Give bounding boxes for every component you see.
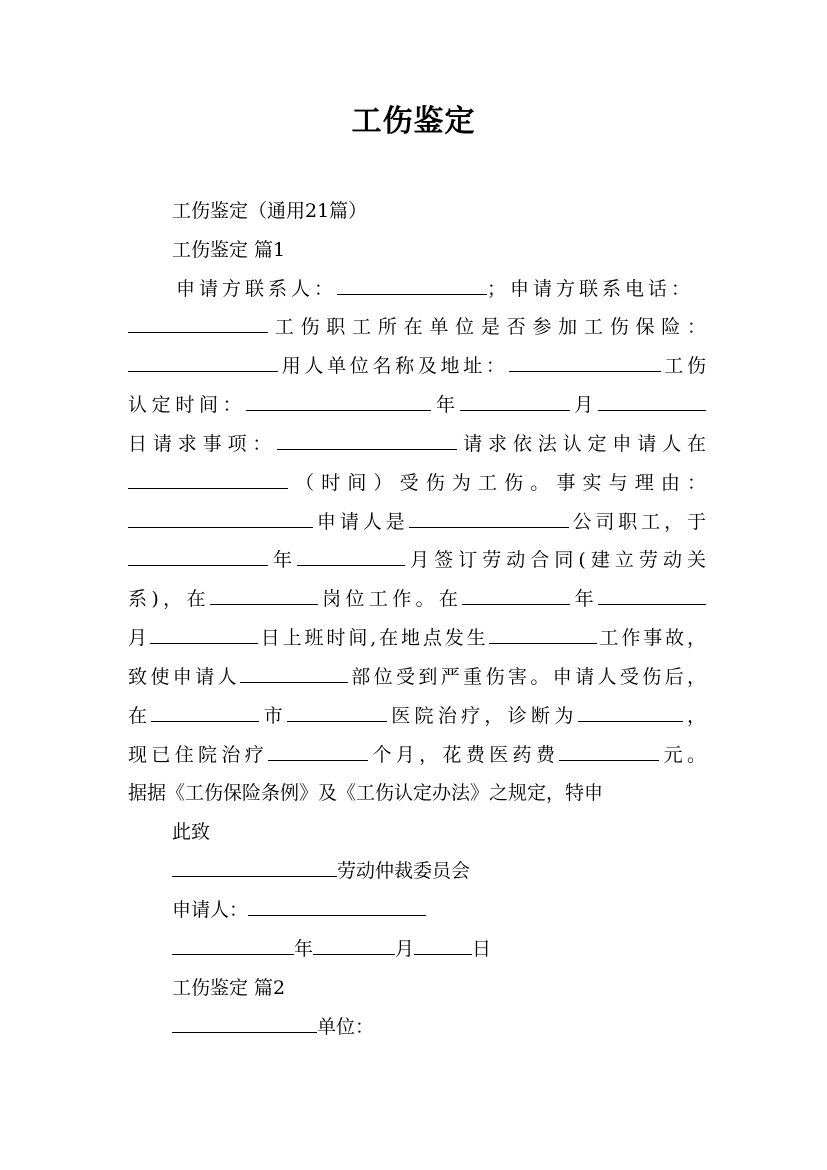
body-line [128,541,706,579]
line-text: 部位受到严重伤害。申请人受伤后， [347,666,706,688]
body-line [128,619,706,657]
blank-line[interactable] [246,392,431,411]
body-line [128,308,706,346]
line-text: 日 [472,938,492,960]
blank-line[interactable] [128,470,288,489]
line-text: 工伤鉴定（通用21篇） [172,200,368,222]
line-text: 申请方联系人： [176,278,337,300]
blank-line[interactable] [337,276,487,295]
line-text: 请求依法认定申请人在 [457,433,706,455]
line-text: 日上班时间,在地点发生 [257,627,489,649]
line-text: 医院治疗，诊断为 [386,705,578,727]
line-text: ；申请方联系电话： [487,278,690,300]
blank-line[interactable] [277,431,457,450]
line-text: 单位： [317,1016,375,1038]
line-text: 工伤职工所在单位是否参加工伤保险： [268,316,706,338]
blank-line[interactable] [268,742,368,761]
line-text: ， [682,705,706,727]
line-text: 系)，在 [128,588,210,610]
line-text: 在 [128,705,152,727]
blank-line[interactable] [598,586,706,605]
blank-line[interactable] [150,625,258,644]
line-text: 申请人： [172,899,249,921]
line-text: 年 [570,588,598,610]
line-text: 年 [431,394,460,416]
blank-line[interactable] [409,509,569,528]
closing-line [172,813,750,851]
line-text: 日请求事项： [128,433,278,455]
blank-line[interactable] [172,936,294,955]
line-text: 年 [268,549,298,571]
line-text: 月 [395,938,415,960]
section-heading-1 [172,231,750,269]
body-line [176,270,690,308]
body-line [128,774,706,812]
blank-line[interactable] [578,703,683,722]
body-line [128,464,706,502]
body-line [128,736,706,774]
section-heading-2 [172,969,750,1007]
blank-line[interactable] [248,897,426,916]
line-text: 工伤鉴定 篇2 [172,977,286,999]
body-line [128,425,706,463]
recipient-line [172,852,750,890]
line-text: 元。 [659,744,706,766]
line-text: 年 [294,938,314,960]
blank-line[interactable] [489,625,597,644]
blank-line[interactable] [210,586,318,605]
line-text: 市 [259,705,287,727]
line-text: 个月，花费医药费 [368,744,560,766]
blank-line[interactable] [172,1014,317,1033]
blank-line[interactable] [598,392,706,411]
document-title: 工伤鉴定 [351,104,476,139]
blank-line[interactable] [509,353,661,372]
blank-line[interactable] [128,353,278,372]
line-text: 用人单位名称及地址： [278,355,509,377]
blank-line[interactable] [559,742,659,761]
blank-line[interactable] [414,936,472,955]
blank-line[interactable] [287,703,387,722]
line-text: 申请人是 [313,511,409,533]
line-text: 工作事故， [596,627,706,649]
body-line [172,1008,750,1046]
body-line [128,503,706,541]
blank-line[interactable] [172,858,337,877]
blank-line[interactable] [240,664,348,683]
line-text: 月 [128,627,150,649]
blank-line[interactable] [460,392,570,411]
line-text: 工伤 [660,355,706,377]
line-text: 据据《工伤保险条例》及《工伤认定办法》之规定，特申 [128,782,604,804]
line-text: 工伤鉴定 篇1 [172,239,286,261]
subtitle-line [172,192,750,230]
line-text: 月签订劳动合同(建立劳动关 [405,549,706,571]
line-text: 此致 [172,821,211,843]
line-text: 公司职工，于 [568,511,706,533]
body-line [128,580,706,618]
blank-line[interactable] [313,936,395,955]
line-text: 岗位工作。在 [317,588,463,610]
blank-line[interactable] [151,703,259,722]
date-line [172,930,750,968]
applicant-line [172,891,750,929]
blank-line[interactable] [128,509,313,528]
line-text: （时间）受伤为工伤。事实与理由： [288,472,706,494]
line-text: 现已住院治疗 [128,744,269,766]
line-text: 认定时间： [128,394,247,416]
body-line [128,658,706,696]
line-text: 月 [569,394,598,416]
blank-line[interactable] [128,547,268,566]
body-line [128,347,706,385]
body-line [128,386,706,424]
blank-line[interactable] [462,586,570,605]
blank-line[interactable] [297,547,405,566]
line-text: 劳动仲裁委员会 [337,860,471,882]
body-line [128,697,706,735]
blank-line[interactable] [128,314,268,333]
line-text: 致使申请人 [128,666,240,688]
